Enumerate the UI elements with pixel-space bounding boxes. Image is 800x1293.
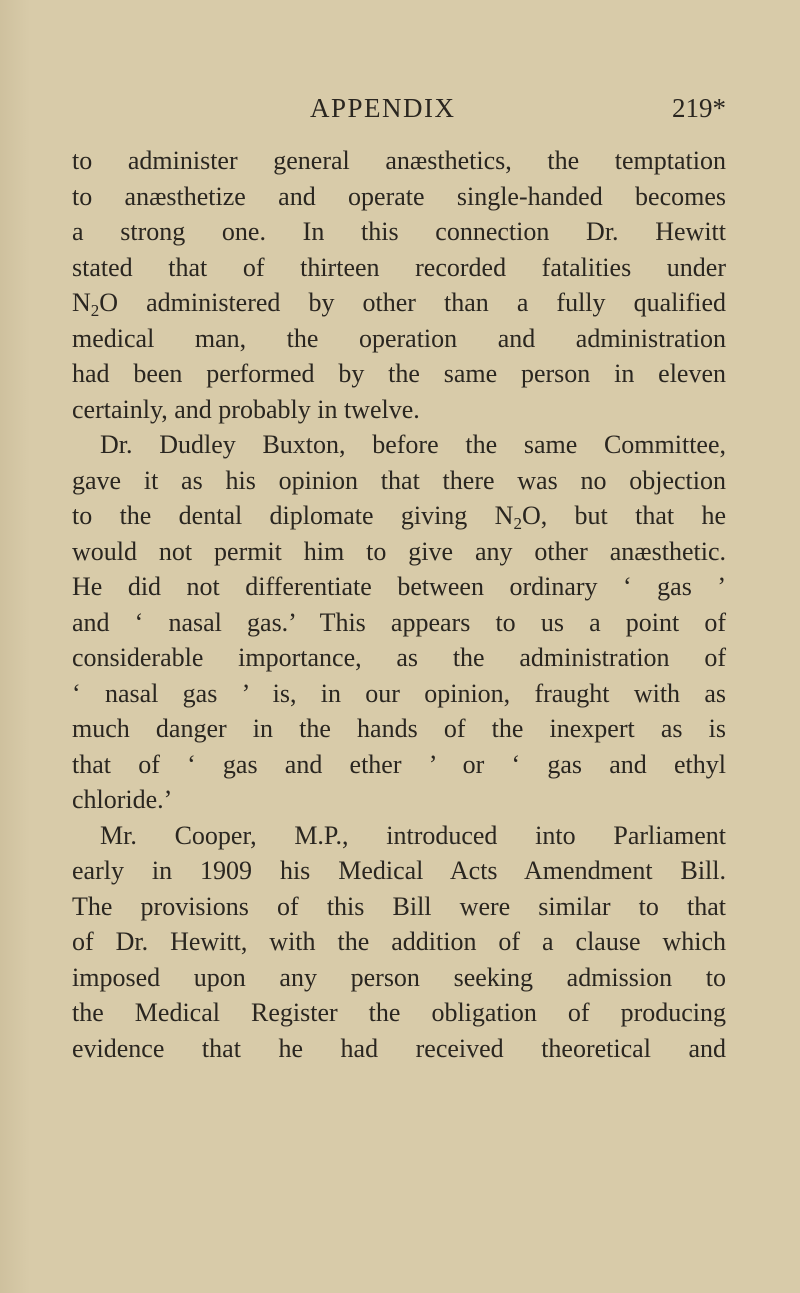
text-line: chloride.’ xyxy=(72,785,173,814)
text-line: He did not differentiate between ordinary ‘ gas ’ xyxy=(72,572,726,601)
text-line: ‘ nasal gas ’ is, in our opinion, fraught with as xyxy=(72,678,726,708)
text-line: certainly, and probably in twelve. xyxy=(72,394,420,424)
text-line: had been performed by the same person in eleven xyxy=(72,359,726,388)
text-line: to anæsthetize and operate single-handed becomes xyxy=(72,181,726,211)
page-number: 219* xyxy=(672,93,726,123)
text-line: and ‘ nasal gas.’ This appears to us a point of xyxy=(72,607,726,637)
text-line: considerable importance, as the administration of xyxy=(72,643,726,672)
text-line: a strong one. In this connection Dr. Hewitt xyxy=(72,217,726,246)
running-head xyxy=(72,88,726,128)
text-segment: O, but that he xyxy=(521,501,726,530)
subscript: 2 xyxy=(513,514,522,533)
text-line: of Dr. Hewitt, with the addition of a clause which xyxy=(72,927,726,956)
text-line: that of ‘ gas and ether ’ or ‘ gas and ethyl xyxy=(72,749,726,779)
text-line: gave it as his opinion that there was no objection xyxy=(72,465,726,495)
subscript: 2 xyxy=(90,301,100,320)
text-line: Dr. Dudley Buxton, before the same Committee, xyxy=(100,430,726,459)
text-segment: N xyxy=(72,288,91,317)
text-line: early in 1909 his Medical Acts Amendment Bill. xyxy=(72,856,726,885)
text-line: Mr. Cooper, M.P., introduced into Parliament xyxy=(100,820,726,850)
text-segment: to the dental diplomate giving N xyxy=(72,501,514,530)
text-line: imposed upon any person seeking admission to xyxy=(72,962,726,992)
text-line: medical man, the operation and administration xyxy=(72,323,726,353)
text-line xyxy=(72,498,726,534)
body-text xyxy=(72,143,726,1066)
text-line: The provisions of this Bill were similar to that xyxy=(72,891,726,921)
text-line: much danger in the hands of the inexpert as is xyxy=(72,714,726,743)
text-line: to administer general anæsthetics, the temptation xyxy=(72,146,726,175)
text-line: stated that of thirteen recorded fatalities under xyxy=(72,252,726,282)
text-line: evidence that he had received theoretical and xyxy=(72,1033,726,1063)
text-line: the Medical Register the obligation of producing xyxy=(72,998,726,1027)
text-line xyxy=(72,285,726,321)
text-segment: O administered by other than a fully qualified xyxy=(99,288,726,317)
running-head-title: APPENDIX xyxy=(310,93,456,123)
text-line: would not permit him to give any other anæsthetic. xyxy=(72,536,726,566)
